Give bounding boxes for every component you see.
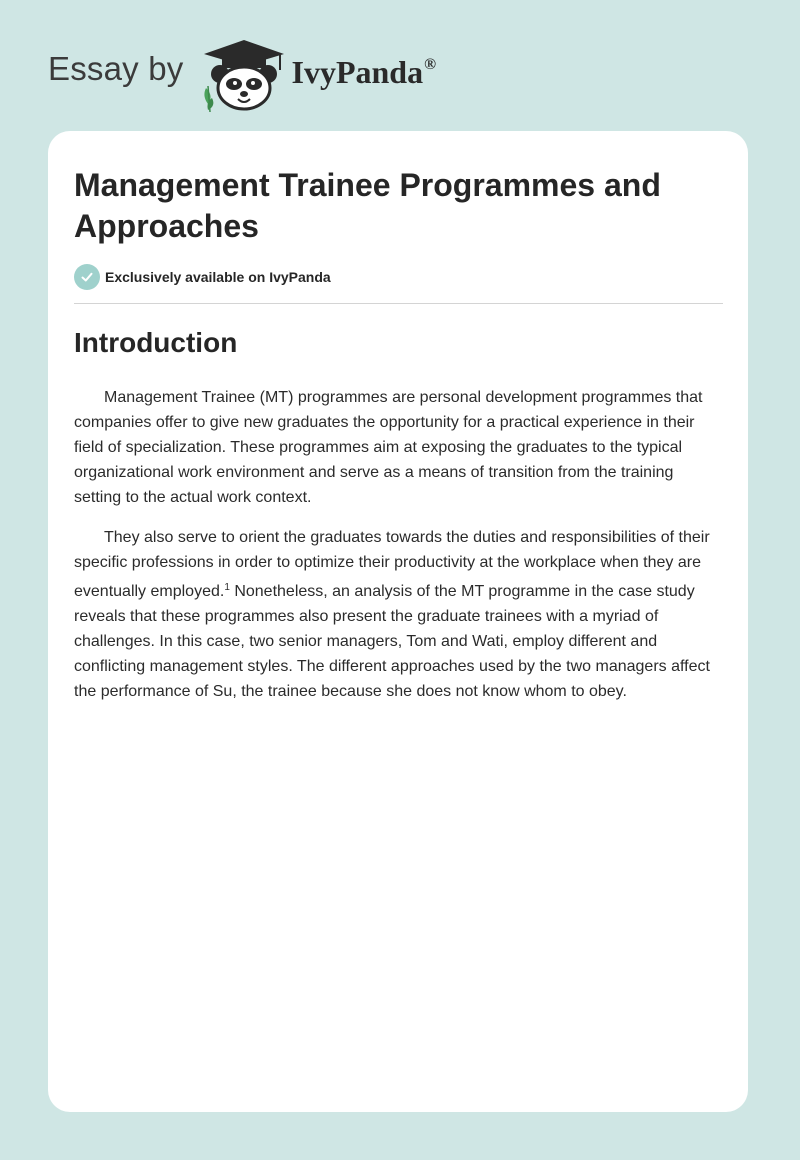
check-icon <box>74 264 100 290</box>
section-heading-introduction: Introduction <box>74 327 238 358</box>
paragraph-1: Management Trainee (MT) programmes are personal development programmes that companies offer to give new graduates the opportunity for a practical experience in their field of specialization. These programmes aim at exposing the graduates to the typical organizational work environment and serve as a means of transition from the training setting to the actual work context. <box>74 389 703 506</box>
ivypanda-panda-logo-icon[interactable] <box>200 36 288 112</box>
footnote-reference[interactable]: 1 <box>224 582 230 593</box>
page-title: Management Trainee Programmes and Approaches <box>74 167 661 244</box>
exclusive-badge-label: Exclusively available on IvyPanda <box>105 269 331 285</box>
divider <box>74 303 723 304</box>
site-header <box>48 34 436 114</box>
essay-card <box>48 131 748 1112</box>
essay-body <box>74 385 724 719</box>
brand-name[interactable]: IvyPanda® <box>291 53 437 90</box>
registered-mark: ® <box>424 55 437 73</box>
exclusive-badge <box>74 264 331 290</box>
essay-by-label: Essay by <box>48 50 184 87</box>
paragraph-2: They also serve to orient the graduates towards the duties and responsibilities of their specific professions in order to optimize their productivity at the workplace when they are eventually employed.$^1$ Nonetheless, an analysis of the MT programme in the case study reveals that these programmes also present the graduate trainees with a myriad of challenges. In this case, two senior managers, Tom and Wati, employ different and conflicting management styles. The different approaches used by the two managers affect the performance of Su, the trainee because she does not know whom to obey. <box>74 529 710 700</box>
